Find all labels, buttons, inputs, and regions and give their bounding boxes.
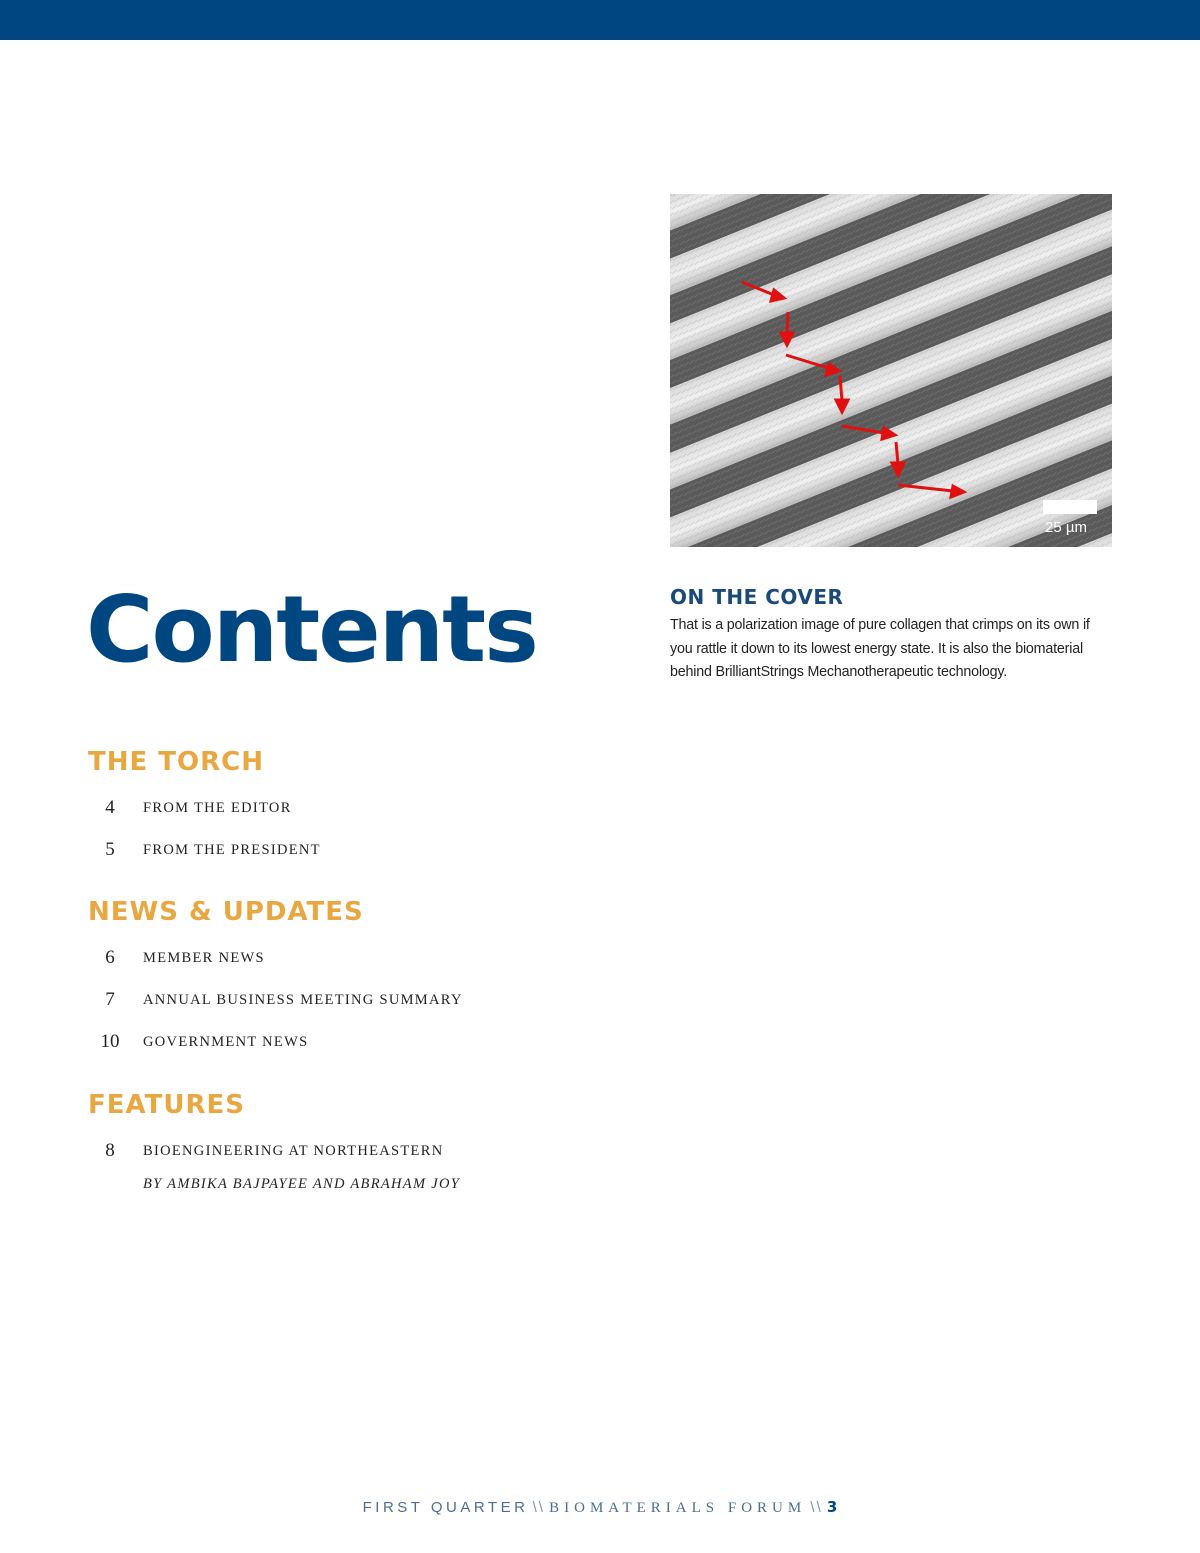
footer-separator: \\ — [810, 1499, 823, 1516]
toc-title: MEMBER NEWS — [143, 950, 265, 966]
cover-image — [670, 194, 1112, 547]
section-heading-the-torch: THE TORCH — [88, 747, 265, 777]
footer-separator: \\ — [532, 1499, 545, 1516]
scale-label: 25 µm — [1045, 519, 1087, 536]
footer-quarter: FIRST QUARTER — [362, 1499, 529, 1516]
toc-page-number: 6 — [105, 947, 115, 968]
toc-title: GOVERNMENT NEWS — [143, 1034, 309, 1050]
top-banner — [0, 0, 1200, 40]
page-title: Contents — [86, 576, 537, 683]
section-heading-features: FEATURES — [88, 1090, 245, 1120]
toc-byline: BY AMBIKA BAJPAYEE AND ABRAHAM JOY — [143, 1176, 461, 1192]
collagen-micrograph — [670, 194, 1112, 547]
toc-page-number: 7 — [105, 989, 115, 1010]
page-footer — [0, 1498, 1200, 1517]
toc-page-number: 5 — [105, 839, 115, 860]
toc-entry[interactable] — [88, 947, 588, 973]
toc-page-number: 4 — [105, 797, 115, 818]
toc-title: ANNUAL BUSINESS MEETING SUMMARY — [143, 992, 463, 1008]
toc-title: FROM THE PRESIDENT — [143, 842, 321, 858]
footer-page-number: 3 — [826, 1498, 838, 1516]
section-heading-news-updates: NEWS & UPDATES — [88, 897, 364, 927]
toc-title: FROM THE EDITOR — [143, 800, 292, 816]
scale-bar — [1043, 500, 1097, 514]
toc-page-number: 10 — [100, 1031, 120, 1052]
cover-heading: ON THE COVER — [670, 585, 844, 609]
toc-title: BIOENGINEERING AT NORTHEASTERN — [143, 1143, 444, 1159]
toc-page-number: 8 — [105, 1140, 115, 1161]
toc-entry[interactable] — [88, 1140, 588, 1166]
footer-publication: BIOMATERIALS FORUM — [549, 1500, 807, 1516]
toc-entry[interactable] — [88, 839, 588, 865]
toc-entry[interactable] — [88, 797, 588, 823]
cover-caption: That is a polarization image of pure collagen that crimps on its own if you rattle it down to its lowest energy state. It is also the biomaterial behind BrilliantStrings Mechanotherapeutic technology. — [670, 617, 1090, 681]
toc-entry[interactable] — [88, 989, 588, 1015]
toc-entry[interactable] — [88, 1031, 588, 1057]
